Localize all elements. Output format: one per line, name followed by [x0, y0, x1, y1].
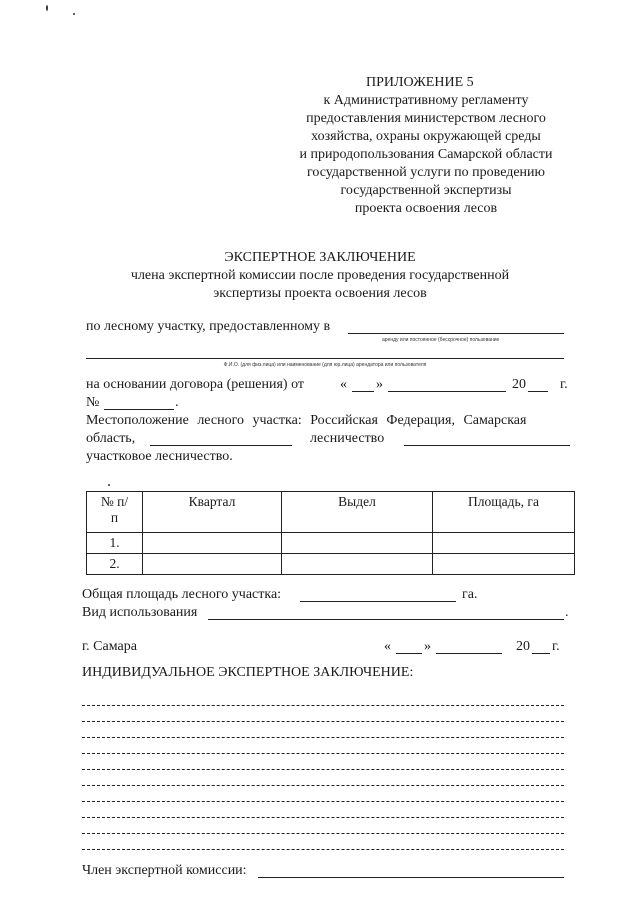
- basis-quote-close: »: [376, 377, 383, 392]
- header-number: № п/п: [87, 492, 143, 533]
- appendix-line: проекта освоения лесов: [354, 201, 498, 216]
- basis-year-line[interactable]: [528, 391, 548, 392]
- basis-year: 20: [512, 377, 526, 392]
- table-cell[interactable]: [433, 554, 575, 575]
- appendix-line: хозяйства, охраны окружающей среды: [311, 129, 541, 144]
- basis-year-suffix: г.: [560, 377, 568, 392]
- table-cell-number: 1.: [87, 533, 143, 554]
- region-label: область,: [86, 431, 136, 446]
- date-year-line[interactable]: [532, 653, 550, 654]
- date-quote-close: »: [424, 639, 431, 654]
- appendix-title: ПРИЛОЖЕНИЕ 5: [366, 75, 474, 90]
- date-month-line[interactable]: [436, 653, 502, 654]
- conclusion-line[interactable]: [82, 721, 564, 722]
- table-cell-number: 2.: [87, 554, 143, 575]
- header-quarter: Квартал: [143, 492, 282, 533]
- conclusion-line[interactable]: [82, 769, 564, 770]
- usage-label: Вид использования: [82, 605, 198, 620]
- signature-label: Член экспертной комиссии:: [82, 863, 247, 878]
- conclusion-line[interactable]: [82, 705, 564, 706]
- usage-fill-line[interactable]: [208, 619, 564, 620]
- number-end: .: [175, 395, 179, 410]
- total-area-unit: га.: [462, 587, 478, 602]
- district-label: участковое лесничество.: [86, 449, 233, 464]
- appendix-line: и природопользования Самарской области: [299, 147, 553, 162]
- plot-label: по лесному участку, предоставленному в: [86, 319, 331, 334]
- total-area-fill-line[interactable]: [300, 601, 456, 602]
- plot-hint: аренду или постоянное (бессрочное) пользование: [382, 337, 500, 343]
- table-row: [87, 554, 575, 575]
- table-cell[interactable]: [143, 533, 282, 554]
- scan-mark: [108, 484, 110, 486]
- usage-end: .: [565, 605, 569, 620]
- table-row: [87, 533, 575, 554]
- conclusion-line[interactable]: [82, 849, 564, 850]
- header-area: Площадь, га: [433, 492, 575, 533]
- conclusion-line[interactable]: [82, 785, 564, 786]
- document-subtitle: члена экспертной комиссии после проведения государственной: [130, 268, 510, 283]
- signature-fill-line[interactable]: [258, 877, 564, 878]
- date-year: 20: [516, 639, 530, 654]
- basis-month-line[interactable]: [388, 391, 506, 392]
- table-cell[interactable]: [282, 533, 433, 554]
- appendix-line: государственной услуги по проведению: [306, 165, 546, 180]
- conclusion-line[interactable]: [82, 801, 564, 802]
- document-title: ЭКСПЕРТНОЕ ЗАКЛЮЧЕНИЕ: [224, 250, 416, 265]
- date-year-suffix: г.: [552, 639, 560, 654]
- date-quote-open: «: [384, 639, 391, 654]
- conclusion-line[interactable]: [82, 753, 564, 754]
- table-cell[interactable]: [433, 533, 575, 554]
- scan-mark: [73, 13, 75, 15]
- individual-title: ИНДИВИДУАЛЬНОЕ ЭКСПЕРТНОЕ ЗАКЛЮЧЕНИЕ:: [82, 665, 414, 680]
- basis-day-line[interactable]: [352, 391, 374, 392]
- person-hint: Ф.И.О. (для физ.лица) или наименование (для юр.лица) арендатора или пользователя: [223, 362, 427, 368]
- city-label: г. Самара: [82, 639, 137, 654]
- forestry-label: лесничество: [310, 431, 385, 446]
- table-cell[interactable]: [282, 554, 433, 575]
- table-header-row: [87, 492, 575, 533]
- document-subtitle: экспертизы проекта освоения лесов: [213, 286, 427, 301]
- table-cell[interactable]: [143, 554, 282, 575]
- scan-mark: [46, 5, 48, 11]
- person-fill-line[interactable]: [86, 358, 564, 359]
- appendix-line: к Административному регламенту: [323, 93, 529, 108]
- plots-table: [86, 491, 575, 575]
- number-label: №: [86, 395, 100, 410]
- location-label: Местоположение лесного участка: Российская Федерация, Самарская: [86, 413, 527, 428]
- total-area-label: Общая площадь лесного участка:: [82, 587, 282, 602]
- region-fill-line[interactable]: [150, 445, 292, 446]
- header-subunit: Выдел: [282, 492, 433, 533]
- basis-label: на основании договора (решения) от: [86, 377, 305, 392]
- forestry-fill-line[interactable]: [404, 445, 570, 446]
- date-day-line[interactable]: [396, 653, 422, 654]
- appendix-line: предоставления министерством лесного: [306, 111, 546, 126]
- basis-quote-open: «: [340, 377, 347, 392]
- appendix-line: государственной экспертизы: [340, 183, 512, 198]
- conclusion-line[interactable]: [82, 817, 564, 818]
- plot-fill-line[interactable]: [348, 333, 564, 334]
- number-fill-line[interactable]: [104, 409, 174, 410]
- conclusion-line[interactable]: [82, 833, 564, 834]
- conclusion-line[interactable]: [82, 737, 564, 738]
